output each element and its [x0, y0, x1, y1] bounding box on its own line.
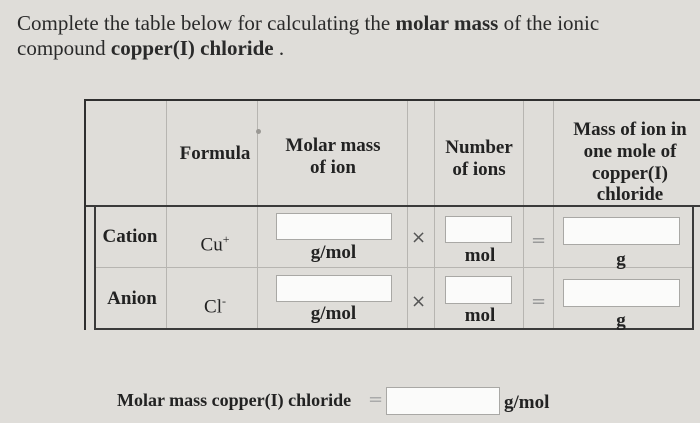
- header-mass-line1: Mass of ion in: [573, 119, 687, 140]
- cation-formula: [172, 229, 258, 255]
- anion-molar-mass-unit: g/mol: [310, 303, 357, 324]
- cation-molar-mass-unit: g/mol: [310, 242, 357, 263]
- cation-equals-symbol: =: [531, 230, 547, 251]
- molar-mass-table: [84, 99, 700, 330]
- header-number-line2: of ions: [452, 159, 506, 180]
- header-mass-line4: chloride: [596, 184, 664, 205]
- column-divider: [166, 101, 167, 330]
- column-divider: [407, 101, 408, 330]
- column-divider: [523, 101, 524, 330]
- header-molar-mass-line1: Molar mass: [285, 135, 381, 156]
- anion-mass-unit: g: [616, 310, 626, 331]
- cation-molar-mass-input[interactable]: [276, 213, 392, 240]
- anion-formula: [172, 291, 258, 317]
- anion-molar-mass-input[interactable]: [276, 275, 392, 302]
- cation-mass-unit: g: [616, 249, 626, 270]
- row-divider: [96, 267, 692, 268]
- instructions-text-3: .: [273, 36, 285, 60]
- header-formula: Formula: [179, 143, 251, 164]
- total-equals-symbol: =: [368, 389, 384, 410]
- header-number-line1: Number: [445, 137, 513, 158]
- anion-times-symbol: ×: [411, 291, 427, 312]
- cation-mass-input[interactable]: [563, 217, 680, 245]
- instructions-text-2: of the ionic compound: [17, 11, 600, 60]
- total-unit: g/mol: [504, 392, 550, 413]
- cation-number-unit: mol: [464, 245, 496, 266]
- instructions-bold-1: molar mass: [395, 11, 499, 35]
- row-label-anion: Anion: [107, 288, 157, 309]
- cation-formula-base: Cu: [200, 234, 223, 256]
- anion-number-unit: mol: [464, 305, 496, 326]
- total-molar-mass-input[interactable]: [386, 387, 500, 415]
- column-divider: [553, 101, 554, 330]
- header-marker: [256, 129, 261, 134]
- column-divider: [434, 101, 435, 330]
- table-left-border: [94, 205, 96, 330]
- cation-number-input[interactable]: [445, 216, 512, 243]
- header-divider: [86, 205, 700, 207]
- table-right-border: [692, 205, 694, 330]
- anion-number-input[interactable]: [445, 276, 512, 304]
- anion-mass-input[interactable]: [563, 279, 680, 307]
- table-bottom-border: [94, 328, 694, 330]
- anion-formula-base: Cl: [204, 296, 222, 318]
- instructions-text-1: Complete the table below for calculating the: [17, 11, 396, 35]
- header-mass-line3: copper(I): [592, 163, 668, 184]
- cation-charge: +: [222, 232, 230, 246]
- instructions: [17, 11, 657, 61]
- total-label: Molar mass copper(I) chloride: [117, 390, 352, 410]
- anion-equals-symbol: =: [531, 291, 547, 312]
- cation-times-symbol: ×: [411, 227, 427, 248]
- row-label-cation: Cation: [102, 226, 158, 247]
- anion-charge: -: [221, 294, 226, 308]
- header-molar-mass-line2: of ion: [310, 157, 356, 178]
- instructions-bold-2: copper(I) chloride: [110, 36, 274, 60]
- header-mass-line2: one mole of: [583, 141, 677, 162]
